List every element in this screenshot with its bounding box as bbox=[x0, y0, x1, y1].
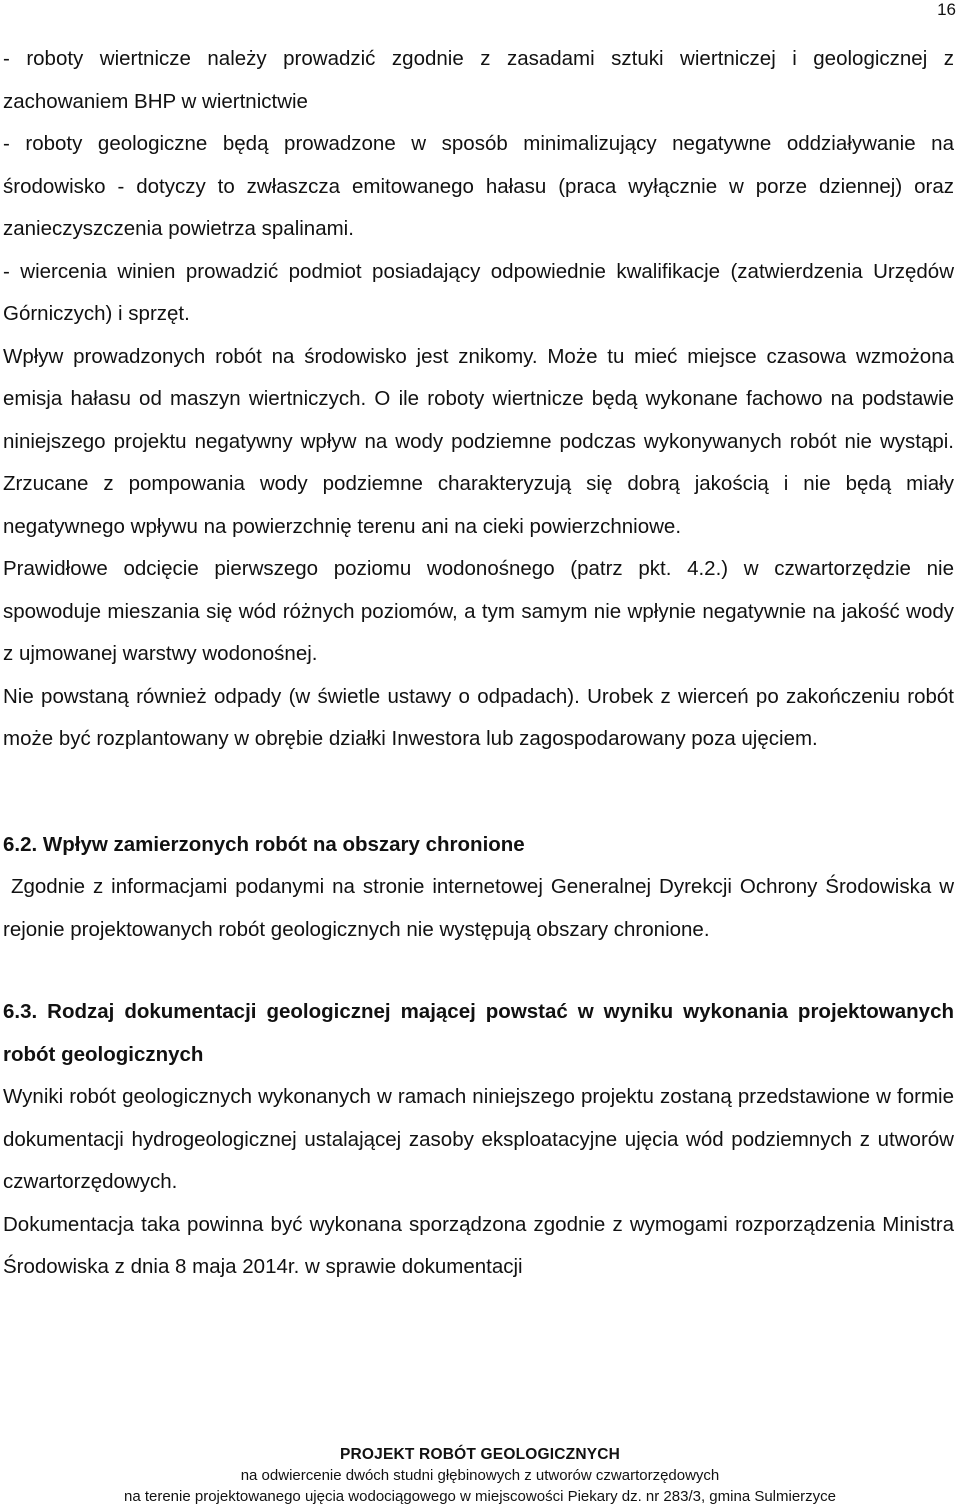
paragraph-qualifications: - wiercenia winien prowadzić podmiot posiadający odpowiednie kwalifikacje (zatwierdzenia Urzędów Górniczych) i sprzęt. bbox=[3, 259, 954, 325]
section-heading-6-2: 6.2. Wpływ zamierzonych robót na obszary chronione bbox=[3, 832, 525, 856]
section-6-3-text-1: Wyniki robót geologicznych wykonanych w ramach niniejszego projektu zostaną przedstawione w formie dokumentacji hydrogeologicznej ustalającej zasoby eksploatacyjne ujęcia wód podziemnych z utworów czwartorzędowych. bbox=[3, 1085, 954, 1193]
paragraph-impact-summary: Wpływ prowadzonych robót na środowisko jest znikomy. Może tu mieć miejsce czasowa wzmożona emisja hałasu od maszyn wiertniczych. O ile roboty wiertnicze będą wykonane fachowo na podstawie niniejszego projektu negatywny wpływ na wody podziemne podczas wykonywanych robót nie wystąpi. Zrzucane z pompowania wody podziemne charakteryzują się dobrą jakością i nie będą miały negatywnego wpływu na powierzchnię terenu ani na cieki powierzchniowe. bbox=[3, 344, 954, 538]
footer-title: PROJEKT ROBÓT GEOLOGICZNYCH bbox=[339, 1446, 621, 1463]
paragraph-drilling-rules: - roboty wiertnicze należy prowadzić zgodnie z zasadami sztuki wiertniczej i geologicznej z zachowaniem BHP w wiertnictwie bbox=[3, 47, 954, 113]
section-6-3-text-2: Dokumentacja taka powinna być wykonana sporządzona zgodnie z wymogami rozporządzenia Ministra Środowiska z dnia 8 maja 2014r. w sprawie dokumentacji bbox=[3, 1212, 954, 1278]
page-number: 16 bbox=[937, 0, 956, 19]
paragraph-waste: Nie powstaną również odpady (w świetle ustawy o odpadach). Urobek z wierceń po zakończeniu robót może być rozplantowany w obrębie działki Inwestora lub zagospodarowany poza ujęciem. bbox=[3, 684, 954, 750]
footer-line-2: na terenie projektowanego ujęcia wodociągowego w miejscowości Piekary dz. nr 283/3, gmina Sulmierzyce bbox=[123, 1488, 837, 1505]
section-6-2-text: Zgodnie z informacjami podanymi na stronie internetowej Generalnej Dyrekcji Ochrony Środowiska w rejonie projektowanych robót geologicznych nie występują obszary chronione. bbox=[3, 875, 960, 941]
paragraph-aquifer-isolation: Prawidłowe odcięcie pierwszego poziomu wodonośnego (patrz pkt. 4.2.) w czwartorzędzie nie spowoduje mieszania się wód różnych poziomów, a tym samym nie wpłynie negatywnie na jakość wody z ujmowanej warstwy wodonośnej. bbox=[3, 557, 954, 665]
footer-line-1: na odwiercenie dwóch studni głębinowych z utworów czwartorzędowych bbox=[240, 1467, 720, 1484]
document-body bbox=[3, 38, 960, 1289]
paragraph-environmental-impact: - roboty geologiczne będą prowadzone w sposób minimalizujący negatywne oddziaływanie na środowisko - dotyczy to zwłaszcza emitowanego hałasu (praca wyłącznie w porze dziennej) oraz zanieczyszczenia powietrza spalinami. bbox=[3, 132, 954, 240]
section-heading-6-3: 6.3. Rodzaj dokumentacji geologicznej mającej powstać w wyniku wykonania projektowanych robót geologicznych bbox=[3, 1000, 954, 1066]
page-footer bbox=[0, 1444, 960, 1507]
